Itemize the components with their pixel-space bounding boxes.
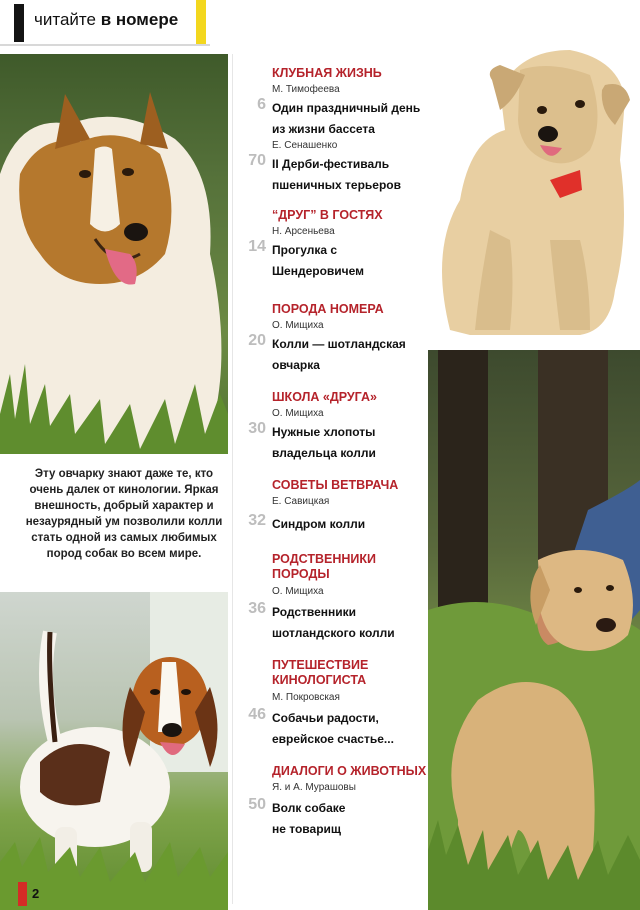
terrier-photo <box>430 30 640 348</box>
article-derby-festival[interactable] <box>272 154 428 196</box>
photo-caption: Эту овчарку знают даже те, кто очень далек от кинологии. Яркая внешность, добрый характер и незаурядный ум позволили колли стать одной из самых любимых пород собак во всем мире. <box>25 468 223 560</box>
labrador-illustration <box>428 350 640 910</box>
author-murashovy: Я. и А. Мурашовы <box>272 782 356 793</box>
section-title-relatives <box>272 552 428 582</box>
page-ref-14: 14 <box>248 238 266 255</box>
section-title-line: ПОРОДЫ <box>272 567 330 581</box>
article-line: Синдром колли <box>272 517 366 531</box>
article-line: II Дерби-фестиваль <box>272 157 390 171</box>
banner-left-bar <box>14 4 24 42</box>
section-title-line: ПУТЕШЕСТВИЕ <box>272 658 369 672</box>
page-ref-50: 50 <box>248 796 266 813</box>
page-ref-32: 32 <box>248 512 266 529</box>
article-line: Родственники <box>272 605 357 619</box>
article-line: из жизни бассета <box>272 122 375 136</box>
section-title-line: РОДСТВЕННИКИ <box>272 552 377 566</box>
labrador-photo <box>428 350 640 910</box>
article-basset-day[interactable] <box>272 98 428 140</box>
section-title-dialogues: ДИАЛОГИ О ЖИВОТНЫХ <box>272 764 427 778</box>
author-arsenieva: Н. Арсеньева <box>272 226 335 237</box>
header-title-prefix: читайте <box>34 10 96 29</box>
article-line: овчарка <box>272 358 320 372</box>
author-timofeeva: М. Тимофеева <box>272 84 340 95</box>
banner-yellow-bar <box>196 0 206 44</box>
section-title-drug-guests: “ДРУГ” В ГОСТЯХ <box>272 208 383 222</box>
page-ref-6: 6 <box>257 96 266 113</box>
collie-illustration <box>0 54 228 454</box>
section-title-vet-advice: СОВЕТЫ ВЕТВРАЧА <box>272 478 399 492</box>
article-line: Шендеровичем <box>272 264 365 278</box>
author-senashenko: Е. Сенашенко <box>272 140 338 151</box>
article-line: не товарищ <box>272 822 342 836</box>
author-mishchikha: О. Мищиха <box>272 586 324 597</box>
article-line: Собачьи радости, <box>272 711 379 725</box>
page-ref-30: 30 <box>248 420 266 437</box>
article-wolf-not-comrade[interactable] <box>272 798 428 840</box>
terrier-illustration <box>430 30 640 348</box>
page-marker <box>18 882 27 906</box>
basset-photo <box>0 592 228 910</box>
section-title-school: ШКОЛА «ДРУГА» <box>272 390 377 404</box>
article-line: Волк собаке <box>272 801 346 815</box>
page-number: 2 <box>32 886 40 901</box>
article-scottish-relatives[interactable] <box>272 602 428 644</box>
article-line: шотландского колли <box>272 626 395 640</box>
article-line: владельца колли <box>272 446 376 460</box>
article-line: еврейское счастье... <box>272 732 394 746</box>
page-ref-36: 36 <box>248 600 266 617</box>
page-ref-46: 46 <box>248 706 266 723</box>
header-title <box>34 10 178 30</box>
article-line: Один праздничный день <box>272 101 421 115</box>
article-collie-scottish[interactable] <box>272 334 428 376</box>
section-title-club-life: КЛУБНАЯ ЖИЗНЬ <box>272 66 382 80</box>
header-banner <box>0 0 210 46</box>
basset-illustration <box>0 592 228 910</box>
article-line: пшеничных терьеров <box>272 178 401 192</box>
section-title-line: КИНОЛОГИСТА <box>272 673 367 687</box>
header-title-bold: в номере <box>100 10 179 29</box>
section-title-breed-of-issue: ПОРОДА НОМЕРА <box>272 302 384 316</box>
article-collie-syndrome[interactable] <box>272 514 428 535</box>
page-ref-70: 70 <box>248 152 266 169</box>
article-line: Нужные хлопоты <box>272 425 376 439</box>
section-title-travel <box>272 658 428 688</box>
author-mishchikha: О. Мищиха <box>272 320 324 331</box>
collie-photo <box>0 54 228 454</box>
author-savitskaya: Е. Савицкая <box>272 496 330 507</box>
page-ref-20: 20 <box>248 332 266 349</box>
author-pokrovskaya: М. Покровская <box>272 692 340 703</box>
column-divider <box>232 54 233 904</box>
article-line: Прогулка с <box>272 243 338 257</box>
article-collie-owner[interactable] <box>272 422 428 464</box>
article-line: Колли — шотландская <box>272 337 406 351</box>
article-dog-joys[interactable] <box>272 708 428 750</box>
article-walk-shenderovich[interactable] <box>272 240 428 282</box>
author-mishchikha: О. Мищиха <box>272 408 324 419</box>
